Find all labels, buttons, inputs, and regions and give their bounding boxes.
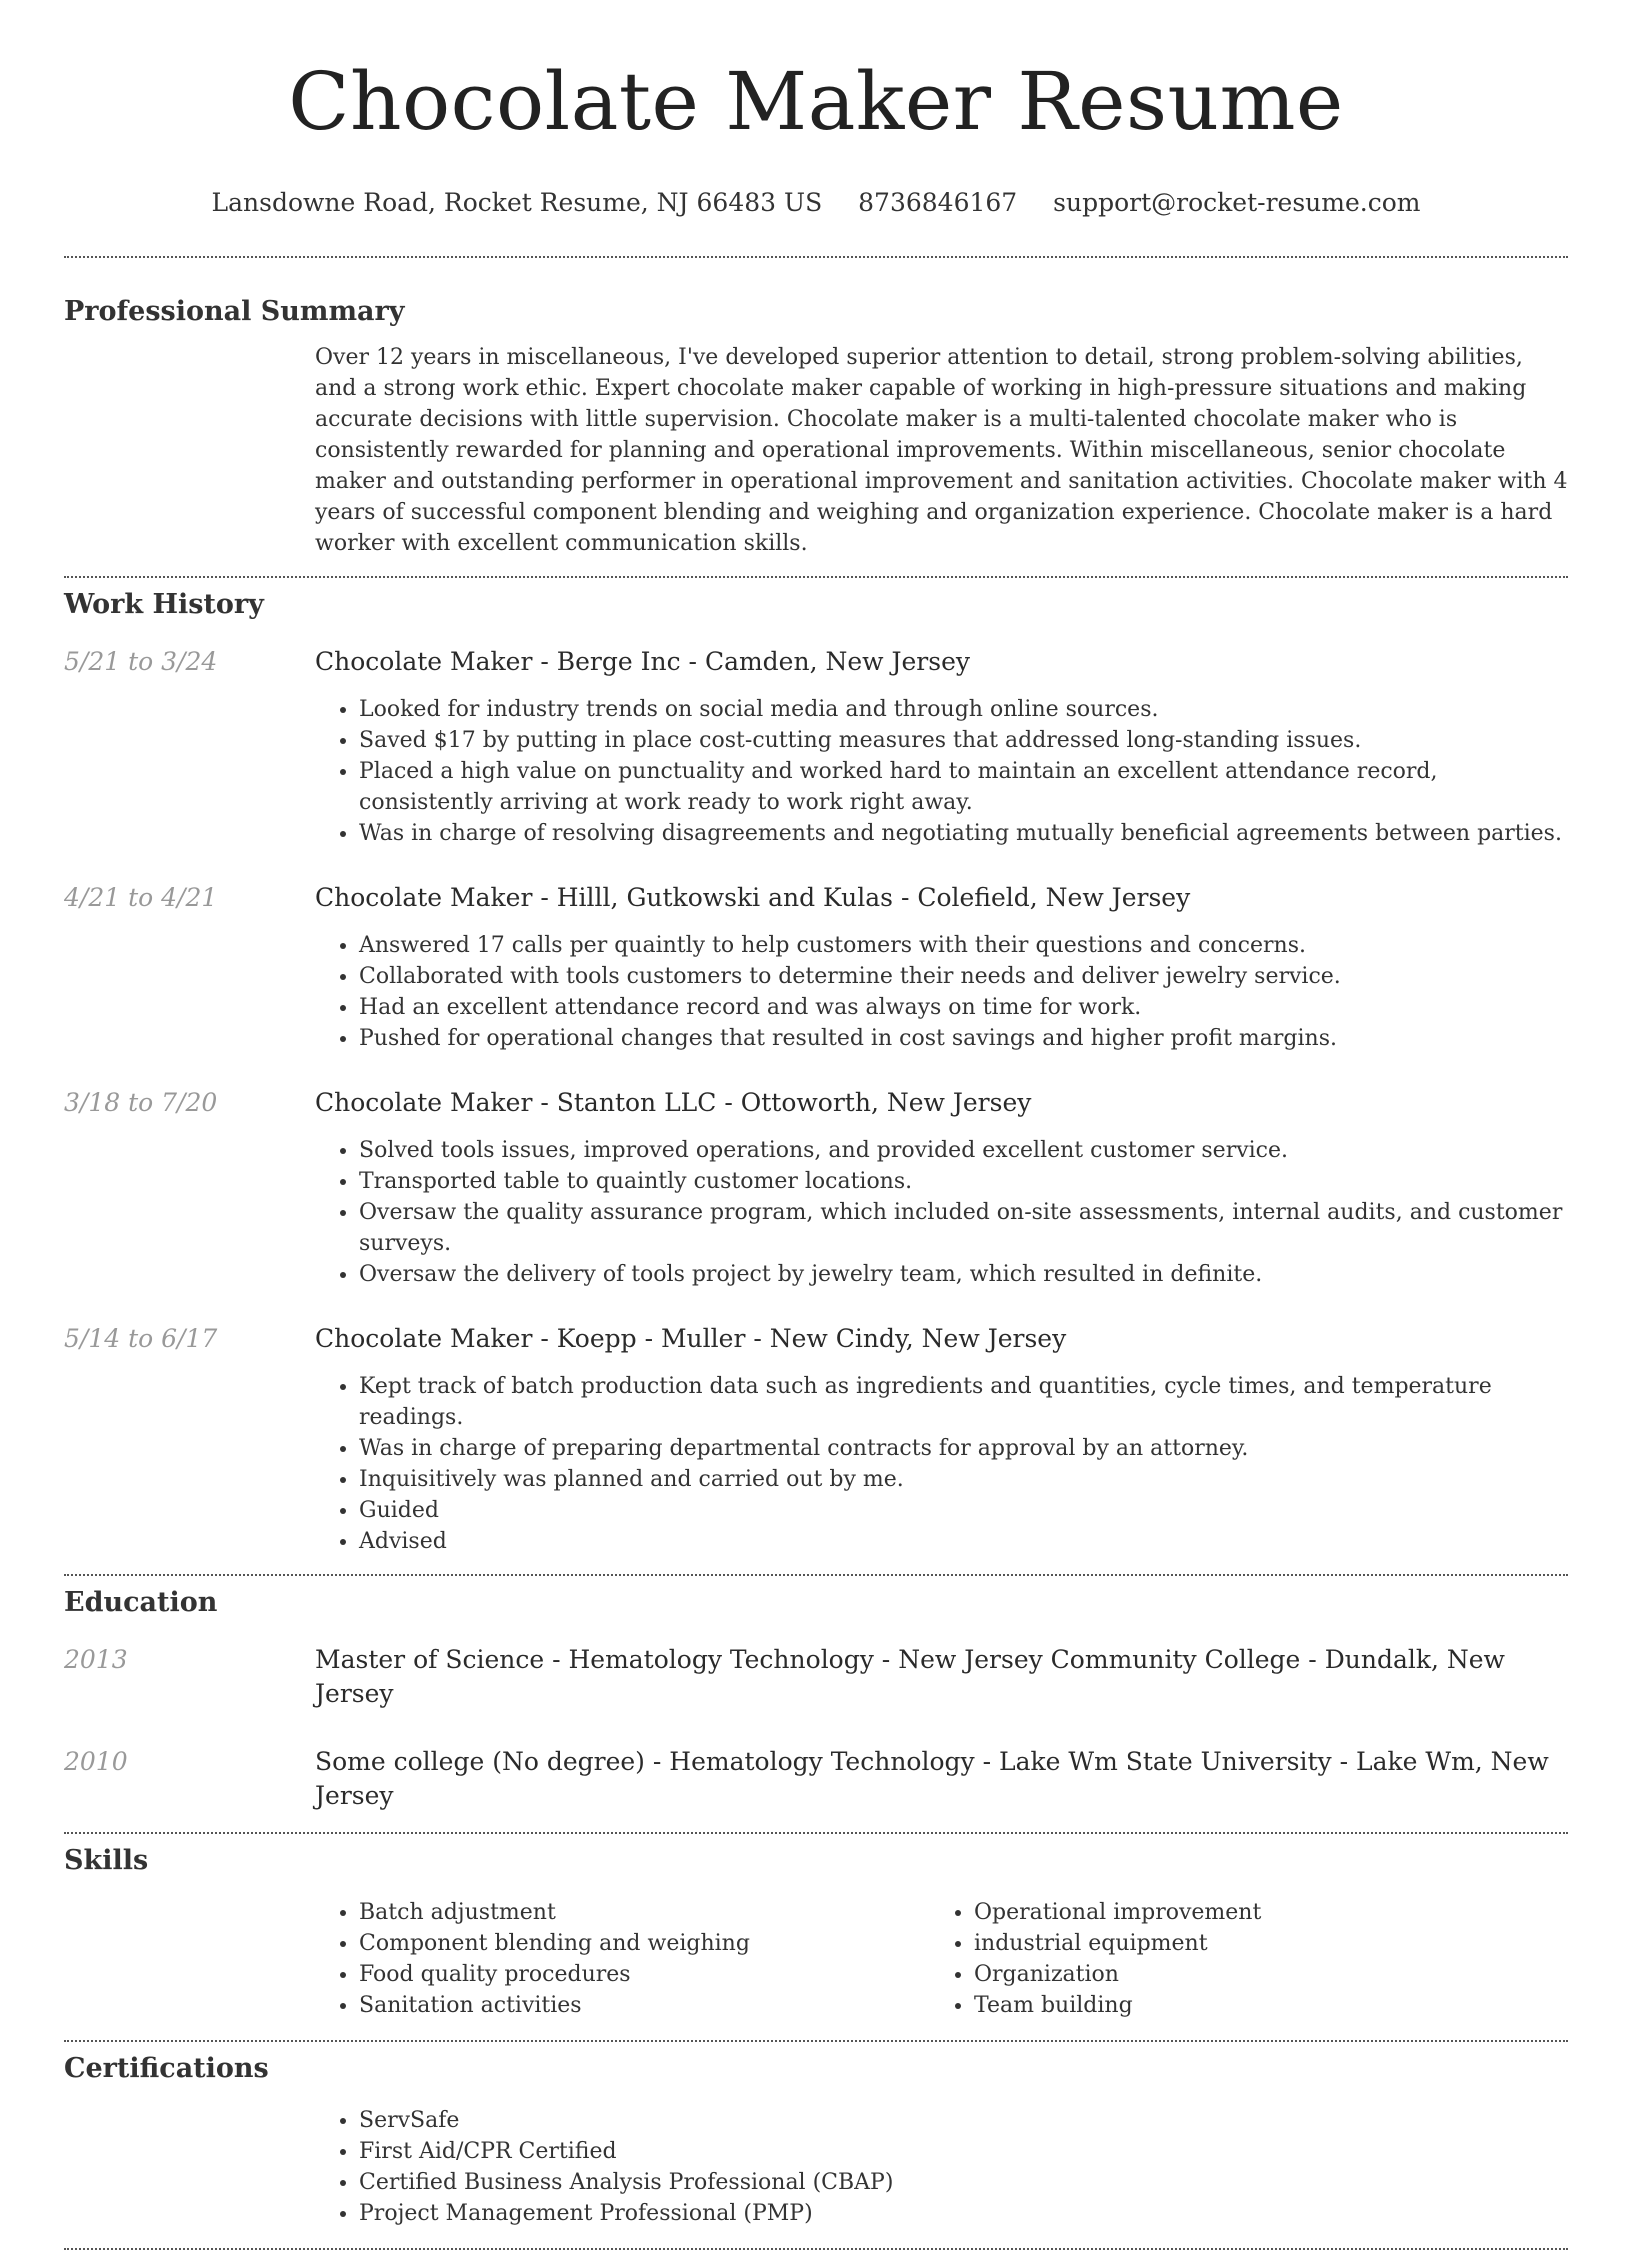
list-item: • industrial equipment [974, 1928, 1568, 1959]
list-item: • Solved tools issues, improved operations, and provided excellent customer service. [359, 1135, 1568, 1166]
certifications-section [64, 2051, 1568, 2229]
list-item: • Inquisitively was planned and carried out by me. [359, 1464, 1568, 1495]
divider [64, 256, 1568, 258]
job-dates: 5/14 to 6/17 [64, 1324, 218, 1353]
job-title: Chocolate Maker - Berge Inc - Camden, New Jersey [315, 647, 971, 676]
phone: 8736846167 [858, 188, 1018, 217]
contact-line [64, 186, 1568, 220]
education-text: Master of Science - Hematology Technology - New Jersey Community College - Dundalk, New Jersey [315, 1645, 1505, 1708]
summary-text: Over 12 years in miscellaneous, I've developed superior attention to detail, strong problem-solving abilities, and a strong work ethic. Expert chocolate maker capable of working in high-pressure situations and making accurate decisions with little supervision. Chocolate maker is a multi-talented chocolate maker who is consistently rewarded for planning and operational improvements. Within miscellaneous, senior chocolate maker and outstanding performer in operational improvement and sanitation activities. Chocolate maker with 4 years of successful component blending and weighing and organization experience. Chocolate maker is a hard worker with excellent communication skills. [315, 345, 1568, 556]
list-item: • First Aid/CPR Certified [359, 2136, 1568, 2167]
list-item: • Batch adjustment [359, 1897, 930, 1928]
job-dates: 4/21 to 4/21 [64, 883, 218, 912]
list-item: • Sanitation activities [359, 1990, 930, 2021]
education-entry [64, 1643, 1568, 1711]
list-item: • Advised [359, 1526, 1568, 1557]
job-bullets [315, 930, 1568, 1054]
list-item: • Team building [974, 1990, 1568, 2021]
list-item: • Guided [359, 1495, 1568, 1526]
divider [64, 576, 1568, 578]
skills-list-left [315, 1897, 930, 2021]
section-title-skills: Skills [64, 1845, 149, 1876]
job-dates: 3/18 to 7/20 [64, 1088, 218, 1117]
education-section [64, 1585, 1568, 1813]
divider [64, 1574, 1568, 1576]
work-history-section [64, 587, 1568, 1557]
job-bullets [315, 1135, 1568, 1290]
education-year: 2013 [64, 1645, 128, 1674]
list-item: • Answered 17 calls per quaintly to help customers with their questions and concerns. [359, 930, 1568, 961]
summary-section [64, 294, 1568, 559]
job-title: Chocolate Maker - Stanton LLC - Ottoworth, New Jersey [315, 1088, 1032, 1117]
section-title-certifications: Certifications [64, 2053, 269, 2084]
section-title-education: Education [64, 1587, 218, 1618]
education-year: 2010 [64, 1747, 128, 1776]
list-item: • Saved $17 by putting in place cost-cutting measures that addressed long-standing issues. [359, 725, 1568, 756]
list-item: • Pushed for operational changes that resulted in cost savings and higher profit margins. [359, 1023, 1568, 1054]
list-item: • Organization [974, 1959, 1568, 1990]
skills-section [64, 1843, 1568, 2021]
list-item: • Transported table to quaintly customer locations. [359, 1166, 1568, 1197]
list-item: • Had an excellent attendance record and was always on time for work. [359, 992, 1568, 1023]
education-text: Some college (No degree) - Hematology Technology - Lake Wm State University - Lake Wm, New Jersey [315, 1747, 1549, 1810]
list-item: • Placed a high value on punctuality and worked hard to maintain an excellent attendance record, consistently arriving at work ready to work right away. [359, 756, 1568, 818]
job-bullets [315, 694, 1568, 849]
resume-title: Chocolate Maker Resume [288, 55, 1344, 148]
list-item: • Operational improvement [974, 1897, 1568, 1928]
email: support@rocket-resume.com [1053, 188, 1421, 217]
section-title-summary: Professional Summary [64, 296, 405, 327]
list-item: • Collaborated with tools customers to determine their needs and deliver jewelry service. [359, 961, 1568, 992]
divider [64, 1832, 1568, 1834]
skills-list-right [930, 1897, 1568, 2021]
divider [64, 2040, 1568, 2042]
list-item: • Food quality procedures [359, 1959, 930, 1990]
list-item: • Was in charge of preparing departmental contracts for approval by an attorney. [359, 1433, 1568, 1464]
job-title: Chocolate Maker - Hilll, Gutkowski and Kulas - Colefield, New Jersey [315, 883, 1191, 912]
job-bullets [315, 1371, 1568, 1557]
address: Lansdowne Road, Rocket Resume, NJ 66483 US [211, 188, 823, 217]
list-item: • Oversaw the delivery of tools project by jewelry team, which resulted in definite. [359, 1259, 1568, 1290]
job-title: Chocolate Maker - Koepp - Muller - New Cindy, New Jersey [315, 1324, 1067, 1353]
job-dates: 5/21 to 3/24 [64, 647, 218, 676]
section-title-work-history: Work History [64, 589, 264, 620]
job-entry [64, 645, 1568, 849]
list-item: • ServSafe [359, 2105, 1568, 2136]
list-item: • Certified Business Analysis Professional (CBAP) [359, 2167, 1568, 2198]
list-item: • Component blending and weighing [359, 1928, 930, 1959]
education-entry [64, 1745, 1568, 1813]
list-item: • Was in charge of resolving disagreements and negotiating mutually beneficial agreements between parties. [359, 818, 1568, 849]
job-entry [64, 1086, 1568, 1290]
certifications-list [315, 2105, 1568, 2229]
list-item: • Oversaw the quality assurance program, which included on-site assessments, internal audits, and customer surveys. [359, 1197, 1568, 1259]
list-item: • Looked for industry trends on social media and through online sources. [359, 694, 1568, 725]
job-entry [64, 881, 1568, 1054]
list-item: • Project Management Professional (PMP) [359, 2198, 1568, 2229]
list-item: • Kept track of batch production data such as ingredients and quantities, cycle times, and temperature readings. [359, 1371, 1568, 1433]
job-entry [64, 1322, 1568, 1557]
